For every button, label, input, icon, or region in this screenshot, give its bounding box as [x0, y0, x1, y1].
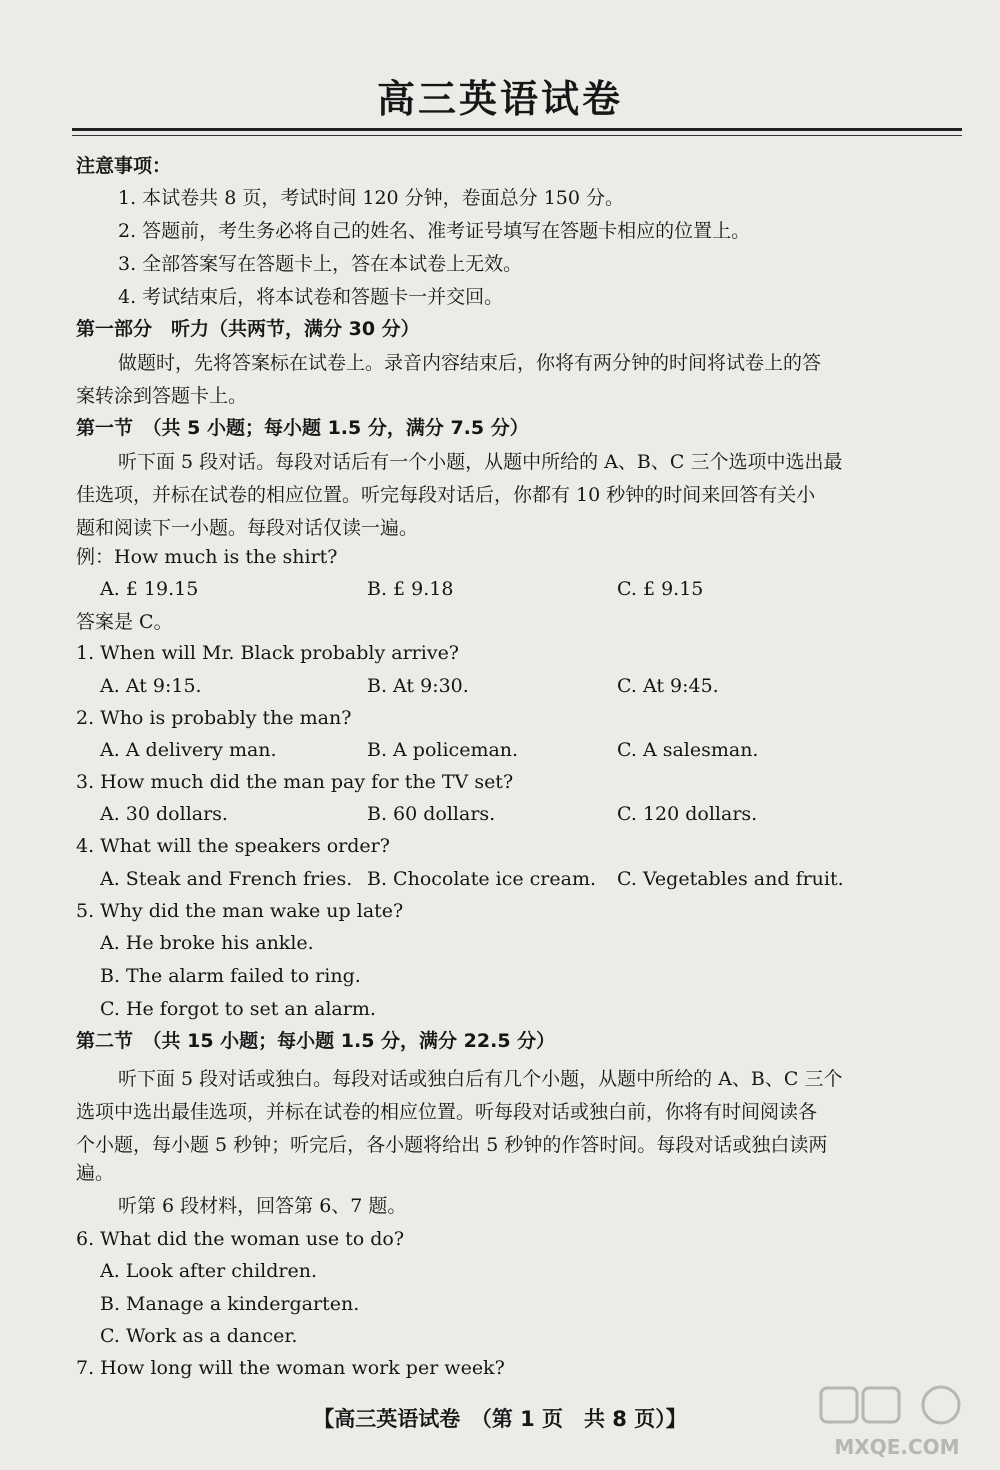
example-option-b: B. £ 9.18 [367, 578, 454, 600]
title-rule-thick [72, 128, 962, 131]
q3-option-a: A. 30 dollars. [100, 803, 228, 825]
part1-intro: 案转涂到答题卡上。 [76, 385, 248, 407]
section2-intro: 个小题，每小题 5 秒钟；听完后，各小题将给出 5 秒钟的作答时间。每段对话或独白读两 [76, 1134, 828, 1156]
question-7: 7. How long will the woman work per week? [76, 1357, 505, 1379]
example-question: 例：How much is the shirt? [76, 546, 338, 568]
q1-option-a: A. At 9:15. [100, 675, 202, 697]
q4-option-c: C. Vegetables and fruit. [617, 868, 844, 890]
q2-option-b: B. A policeman. [367, 739, 519, 761]
section1-heading: 第一节 （共 5 小题；每小题 1.5 分，满分 7.5 分） [76, 417, 529, 439]
watermark-text: MXQE.COM [834, 1435, 960, 1459]
q5-option-c: C. He forgot to set an alarm. [100, 998, 376, 1020]
page-footer: 【高三英语试卷 （第 1 页 共 8 页）】 [313, 1407, 687, 1431]
q3-option-b: B. 60 dollars. [367, 803, 496, 825]
q6-option-a: A. Look after children. [100, 1260, 318, 1282]
example-option-a: A. £ 19.15 [100, 578, 199, 600]
question-5: 5. Why did the man wake up late? [76, 900, 404, 922]
section2-intro: 听下面 5 段对话或独白。每段对话或独白后有几个小题，从题中所给的 A、B、C 三个 [118, 1068, 843, 1090]
q6-option-c: C. Work as a dancer. [100, 1325, 298, 1347]
notice-item: 4. 考试结束后，将本试卷和答题卡一并交回。 [118, 286, 504, 308]
question-6: 6. What did the woman use to do? [76, 1228, 405, 1250]
question-1: 1. When will Mr. Black probably arrive? [76, 642, 459, 664]
example-option-c: C. £ 9.15 [617, 578, 704, 600]
q1-option-c: C. At 9:45. [617, 675, 719, 697]
part1-intro: 做题时，先将答案标在试卷上。录音内容结束后，你将有两分钟的时间将试卷上的答 [118, 352, 822, 374]
notice-item: 1. 本试卷共 8 页，考试时间 120 分钟，卷面总分 150 分。 [118, 187, 625, 209]
notice-item: 2. 答题前，考生务必将自己的姓名、准考证号填写在答题卡相应的位置上。 [118, 220, 751, 242]
q6-option-b: B. Manage a kindergarten. [100, 1293, 360, 1315]
q4-option-a: A. Steak and French fries. [100, 868, 353, 890]
section2-intro: 选项中选出最佳选项，并标在试卷的相应位置。听每段对话或独白前，你将有时间阅读各 [76, 1101, 818, 1123]
q3-option-c: C. 120 dollars. [617, 803, 758, 825]
section2-heading: 第二节 （共 15 小题；每小题 1.5 分，满分 22.5 分） [76, 1030, 556, 1052]
section2-intro: 遍。 [76, 1162, 115, 1184]
question-2: 2. Who is probably the man? [76, 707, 352, 729]
q2-option-a: A. A delivery man. [100, 739, 277, 761]
page-title: 高三英语试卷 [376, 77, 623, 121]
q4-option-b: B. Chocolate ice cream. [367, 868, 597, 890]
q1-option-b: B. At 9:30. [367, 675, 469, 697]
notice-heading: 注意事项： [76, 155, 172, 177]
q5-option-b: B. The alarm failed to ring. [100, 965, 361, 987]
q2-option-c: C. A salesman. [617, 739, 759, 761]
q5-option-a: A. He broke his ankle. [100, 932, 314, 954]
example-answer: 答案是 C。 [76, 611, 173, 633]
title-rule-thin [72, 135, 962, 136]
notice-item: 3. 全部答案写在答题卡上，答在本试卷上无效。 [118, 253, 523, 275]
part1-heading: 第一部分 听力（共两节，满分 30 分） [76, 318, 420, 340]
question-4: 4. What will the speakers order? [76, 835, 390, 857]
section1-intro: 听下面 5 段对话。每段对话后有一个小题，从题中所给的 A、B、C 三个选项中选出最 [118, 451, 843, 473]
material-instruction: 听第 6 段材料，回答第 6、7 题。 [118, 1195, 407, 1217]
question-3: 3. How much did the man pay for the TV set? [76, 771, 514, 793]
section1-intro: 佳选项，并标在试卷的相应位置。听完每段对话后，你都有 10 秒钟的时间来回答有关小 [76, 484, 816, 506]
section1-intro: 题和阅读下一小题。每段对话仅读一遍。 [76, 517, 419, 539]
answer-stamp-icon [815, 1384, 980, 1464]
